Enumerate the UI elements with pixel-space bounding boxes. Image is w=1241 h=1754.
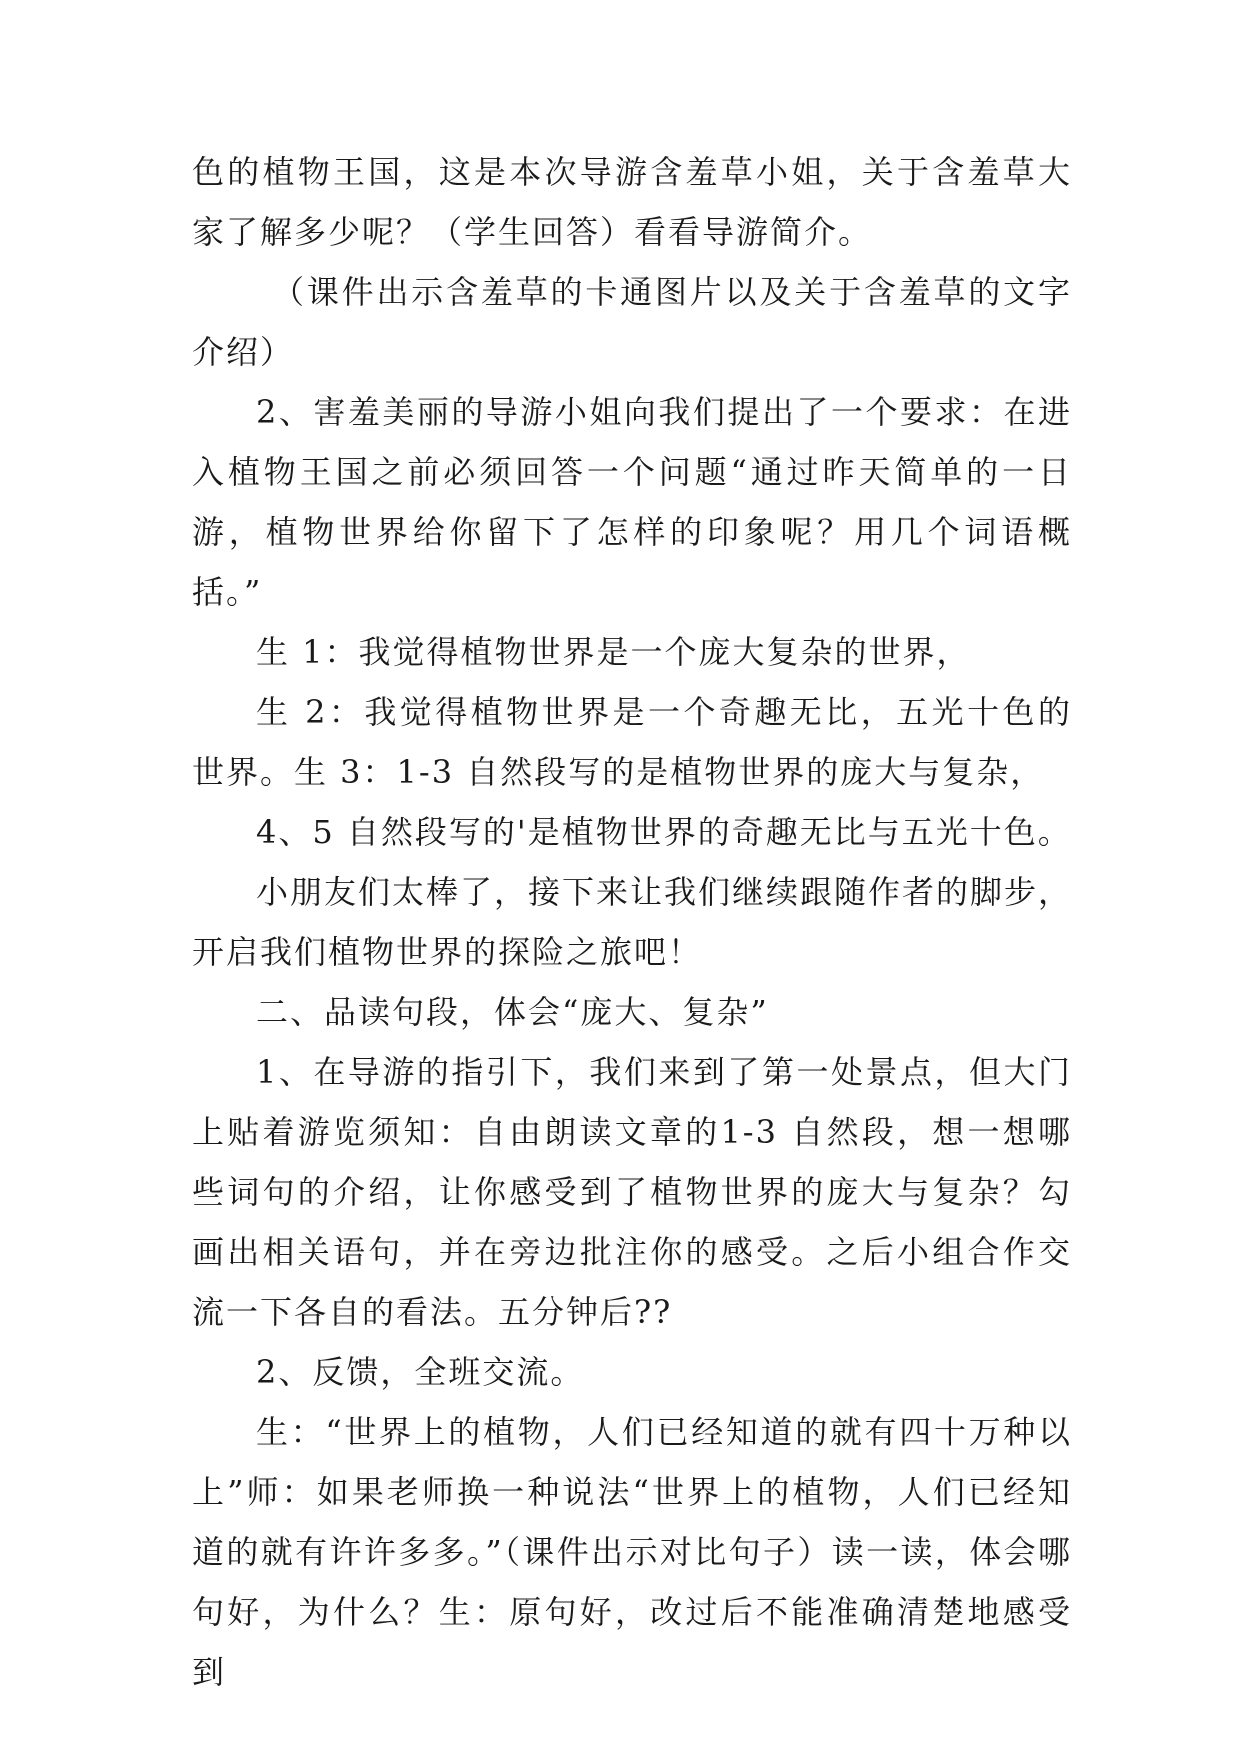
paragraph-7: 小朋友们太棒了，接下来让我们继续跟随作者的脚步，开启我们植物世界的探险之旅吧！ xyxy=(192,873,1073,971)
paragraph-2: （课件出示含羞草的卡通图片以及关于含羞草的文字介绍） xyxy=(192,273,1072,371)
paragraph-10: 2、反馈，全班交流。 xyxy=(256,1353,585,1391)
paragraph-3: 2、害羞美丽的导游小姐向我们提出了一个要求：在进入植物王国之前必须回答一个问题“通过昨天简单的一日游，植物世界给你留下了怎样的印象呢？用几个词语概括。” xyxy=(192,393,1072,611)
paragraph-4: 生 1：我觉得植物世界是一个庞大复杂的世界， xyxy=(256,633,971,671)
paragraph-1: 色的植物王国，这是本次导游含羞草小姐，关于含羞草大家了解多少呢？（学生回答）看看导游简介。 xyxy=(192,153,1072,251)
paragraph-9: 1、在导游的指引下，我们来到了第一处景点，但大门上贴着游览须知：自由朗读文章的1-3 自然段，想一想哪些词句的介绍，让你感受到了植物世界的庞大与复杂？勾画出相关语句，并在旁边批注你的感受。之后小组合作交流一下各自的看法。五分钟后?? xyxy=(192,1053,1072,1331)
paragraph-11: 生：“世界上的植物，人们已经知道的就有四十万种以上”师：如果老师换一种说法“世界上的植物，人们已经知道的就有许许多多。”（课件出示对比句子）读一读，体会哪句好，为什么？生：原句好，改过后不能准确清楚地感受到 xyxy=(192,1413,1072,1691)
section-heading: 二、品读句段，体会“庞大、复杂” xyxy=(256,993,769,1031)
paragraph-6: 4、5 自然段写的'是植物世界的奇趣无比与五光十色。 xyxy=(256,813,1072,851)
paragraph-5: 生 2：我觉得植物世界是一个奇趣无比，五光十色的世界。生 3：1-3 自然段写的是植物世界的庞大与复杂， xyxy=(192,693,1072,791)
document-body xyxy=(192,142,1072,1702)
